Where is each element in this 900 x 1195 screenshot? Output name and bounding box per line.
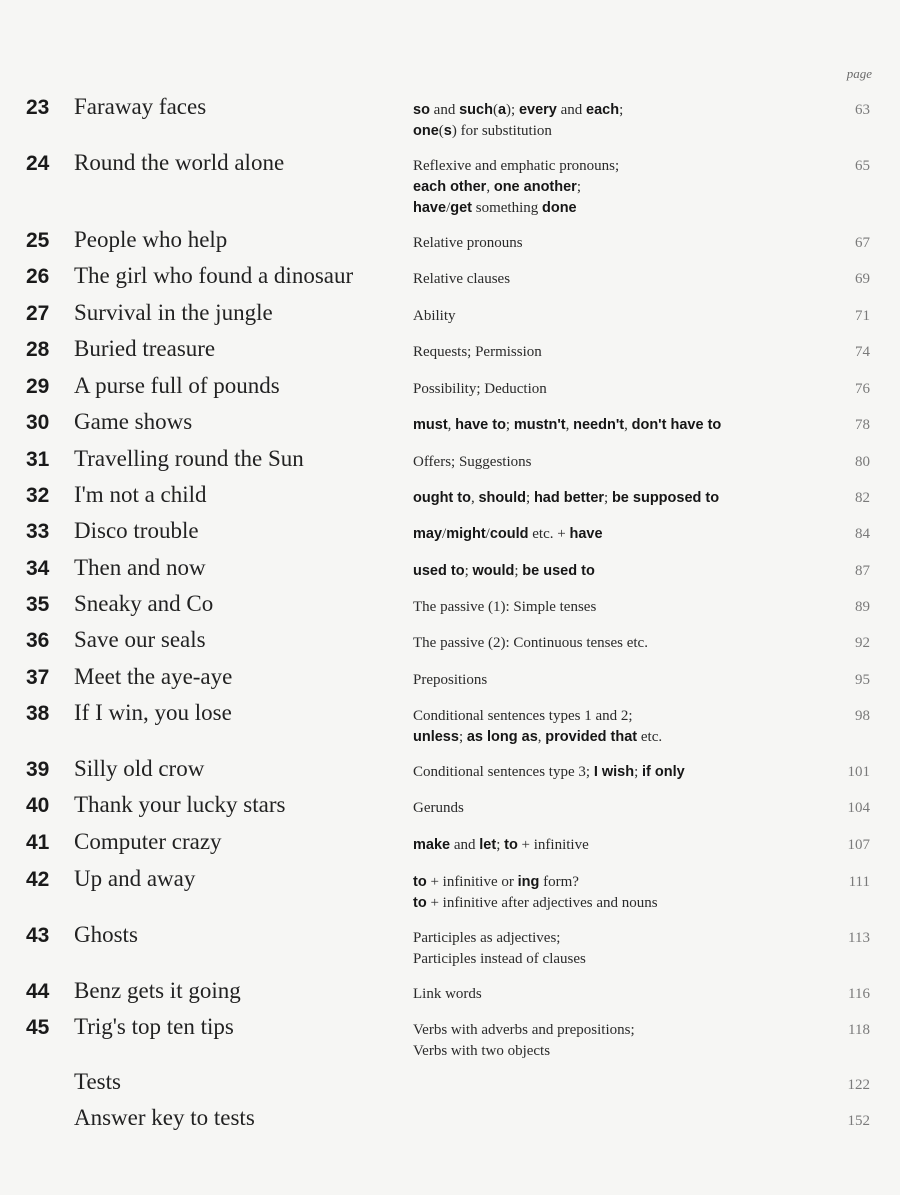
topic-line	[413, 762, 813, 783]
page-number: 74	[855, 344, 870, 360]
unit-number: 32	[26, 484, 50, 507]
unit-number: 42	[26, 868, 50, 891]
page-number: 107	[847, 837, 870, 853]
topic-text: Participles instead of clauses	[413, 951, 586, 967]
grammar-topic	[413, 452, 813, 473]
topic-line	[413, 949, 813, 970]
topic-text: ,	[470, 490, 479, 506]
grammar-topic	[413, 597, 813, 618]
page-number: 78	[855, 417, 870, 433]
topic-text: ;	[576, 179, 581, 195]
unit-number: 41	[26, 831, 50, 854]
topic-text: and	[429, 102, 460, 118]
topic-text: ;	[464, 563, 473, 579]
grammar-topic	[413, 233, 813, 254]
topic-text: ,	[624, 417, 632, 433]
unit-title: Round the world alone	[74, 150, 285, 175]
topic-text: and	[556, 102, 587, 118]
topic-text: The passive (1): Simple tenses	[413, 599, 597, 615]
unit-number: 40	[26, 794, 50, 817]
topic-text: + infinitive	[517, 837, 589, 853]
topic-text: ,	[486, 179, 494, 195]
topic-keyword: have	[569, 526, 603, 542]
unit-number: 38	[26, 702, 50, 725]
page-number: 98	[855, 708, 870, 724]
topic-text: Relative pronouns	[413, 235, 523, 251]
topic-keyword: to	[413, 874, 427, 890]
topic-keyword: would	[472, 563, 515, 579]
page-number: 63	[855, 102, 870, 118]
topic-text: Link words	[413, 986, 482, 1002]
unit-title: Computer crazy	[74, 829, 222, 854]
unit-title: Disco trouble	[74, 518, 199, 543]
unit-title: People who help	[74, 227, 228, 252]
topic-keyword: I wish	[593, 764, 635, 780]
unit-number: 43	[26, 924, 50, 947]
page-number: 116	[848, 986, 870, 1002]
page-number: 152	[847, 1113, 870, 1129]
unit-title: Up and away	[74, 866, 196, 891]
unit-title: Meet the aye-aye	[74, 664, 233, 689]
topic-line	[413, 835, 813, 856]
topic-text: Ability	[413, 308, 456, 324]
unit-title: Faraway faces	[74, 94, 207, 119]
topic-line	[413, 1020, 813, 1041]
unit-number: 27	[26, 302, 50, 325]
topic-keyword: unless	[413, 729, 459, 745]
topic-text: ,	[447, 417, 456, 433]
unit-title: Survival in the jungle	[74, 300, 273, 325]
topic-keyword: every	[518, 102, 557, 118]
grammar-topic	[413, 633, 813, 654]
grammar-topic	[413, 872, 813, 914]
grammar-topic	[413, 415, 813, 436]
topic-text: Possibility; Deduction	[413, 381, 547, 397]
topic-keyword: provided that	[545, 729, 638, 745]
topic-keyword: should	[478, 490, 527, 506]
unit-title: Then and now	[74, 555, 206, 580]
unit-title: Travelling round the Sun	[74, 446, 304, 471]
unit-number: 34	[26, 557, 50, 580]
topic-keyword: s	[443, 123, 452, 139]
topic-text: ;	[634, 764, 643, 780]
grammar-topic	[413, 670, 813, 691]
topic-keyword: let	[479, 837, 497, 853]
topic-keyword: be supposed to	[611, 490, 720, 506]
topic-line	[413, 100, 813, 121]
topic-line	[413, 798, 813, 819]
grammar-topic	[413, 984, 813, 1005]
grammar-topic	[413, 1020, 813, 1062]
unit-number: 44	[26, 980, 50, 1003]
page-column-label: page	[846, 66, 872, 81]
topic-text: ,	[537, 729, 546, 745]
topic-keyword: may	[413, 526, 443, 542]
page-number: 122	[847, 1077, 870, 1093]
topic-text: + infinitive or	[426, 874, 518, 890]
unit-title: The girl who found a dinosaur	[74, 263, 354, 288]
page-number: 84	[855, 526, 870, 542]
unit-title: Benz gets it going	[74, 978, 241, 1003]
topic-keyword: don't have to	[631, 417, 722, 433]
unit-title: Thank your lucky stars	[74, 792, 286, 817]
page-number: 118	[848, 1022, 870, 1038]
topic-text: Relative clauses	[413, 271, 511, 287]
topic-line	[413, 342, 813, 363]
unit-number: 24	[26, 152, 50, 175]
grammar-topic	[413, 762, 813, 783]
topic-line	[413, 156, 813, 177]
topic-keyword: one another	[493, 179, 577, 195]
topic-keyword: such	[459, 102, 493, 118]
page-number: 65	[855, 158, 870, 174]
topic-text: Offers; Suggestions	[413, 454, 532, 470]
grammar-topic	[413, 524, 813, 545]
topic-keyword: each	[586, 102, 620, 118]
topic-text: Conditional sentences types 1 and 2;	[413, 708, 633, 724]
page-number: 69	[855, 271, 870, 287]
unit-title: Buried treasure	[74, 336, 216, 361]
topic-line	[413, 893, 813, 914]
unit-title: A purse full of pounds	[74, 373, 280, 398]
topic-keyword: have	[413, 200, 447, 216]
unit-number: 26	[26, 265, 50, 288]
grammar-topic	[413, 269, 813, 290]
topic-text: Gerunds	[413, 800, 464, 816]
grammar-topic	[413, 306, 813, 327]
topic-text: /	[485, 526, 490, 542]
topic-text: The passive (2): Continuous tenses etc.	[413, 635, 648, 651]
topic-keyword: if only	[642, 764, 685, 780]
topic-text: ;	[604, 490, 612, 506]
page-number: 89	[855, 599, 870, 615]
topic-text: Reflexive and emphatic pronouns;	[413, 158, 620, 174]
topic-line	[413, 727, 813, 748]
unit-title: Tests	[74, 1069, 121, 1094]
unit-title: I'm not a child	[74, 482, 207, 507]
topic-keyword: ought to	[413, 490, 471, 506]
unit-title: Trig's top ten tips	[74, 1014, 234, 1039]
topic-text: etc.	[637, 729, 663, 745]
topic-line	[413, 121, 813, 142]
topic-text: + infinitive after adjectives and nouns	[426, 895, 658, 911]
topic-text: ;	[526, 490, 534, 506]
page-number: 111	[848, 874, 870, 890]
page-number: 87	[855, 563, 870, 579]
topic-line	[413, 633, 813, 654]
topic-keyword: a	[497, 102, 507, 118]
page-number: 67	[855, 235, 870, 251]
topic-line	[413, 198, 813, 219]
topic-text: );	[506, 102, 519, 118]
topic-text: etc. +	[528, 526, 570, 542]
unit-title: Ghosts	[74, 922, 138, 947]
topic-line	[413, 452, 813, 473]
page-number: 95	[855, 672, 870, 688]
topic-text: Requests; Permission	[413, 344, 542, 360]
topic-keyword: one	[413, 123, 439, 139]
topic-keyword: must	[413, 417, 448, 433]
topic-line	[413, 984, 813, 1005]
topic-keyword: so	[413, 102, 430, 118]
unit-title: Silly old crow	[74, 756, 205, 781]
topic-text: and	[450, 837, 480, 853]
unit-number: 33	[26, 520, 50, 543]
topic-line	[413, 379, 813, 400]
topic-text: (	[438, 123, 444, 139]
topic-line	[413, 706, 813, 727]
unit-number: 25	[26, 229, 50, 252]
topic-text: Verbs with two objects	[413, 1043, 551, 1059]
topic-keyword: have to	[455, 417, 506, 433]
topic-text: (	[492, 102, 498, 118]
grammar-topic	[413, 561, 813, 582]
topic-keyword: as long as	[466, 729, 538, 745]
unit-number: 28	[26, 338, 50, 361]
topic-line	[413, 233, 813, 254]
topic-text: ) for substitution	[451, 123, 552, 139]
topic-text: form?	[539, 874, 579, 890]
page-number: 92	[855, 635, 870, 651]
grammar-topic	[413, 928, 813, 970]
topic-line	[413, 872, 813, 893]
unit-title: Sneaky and Co	[74, 591, 214, 616]
topic-line	[413, 928, 813, 949]
unit-number: 39	[26, 758, 50, 781]
unit-number: 31	[26, 448, 50, 471]
topic-keyword: ing	[517, 874, 540, 890]
grammar-topic	[413, 156, 813, 219]
topic-text: Verbs with adverbs and prepositions;	[413, 1022, 635, 1038]
topic-text: Prepositions	[413, 672, 488, 688]
topic-keyword: get	[450, 200, 472, 216]
topic-keyword: had better	[533, 490, 605, 506]
topic-line	[413, 177, 813, 198]
topic-line	[413, 597, 813, 618]
topic-keyword: might	[446, 526, 486, 542]
topic-keyword: used to	[413, 563, 465, 579]
topic-text: ;	[514, 563, 523, 579]
topic-text: ;	[505, 417, 514, 433]
topic-text: Conditional sentences type 3;	[413, 764, 594, 780]
unit-title: If I win, you lose	[74, 700, 232, 725]
topic-text: ;	[458, 729, 467, 745]
topic-text: ;	[496, 837, 505, 853]
topic-line	[413, 269, 813, 290]
page-number: 76	[855, 381, 870, 397]
unit-number: 36	[26, 629, 50, 652]
unit-number: 37	[26, 666, 50, 689]
topic-line	[413, 670, 813, 691]
topic-keyword: be used to	[522, 563, 595, 579]
unit-number: 30	[26, 411, 50, 434]
unit-title: Save our seals	[74, 627, 206, 652]
page-number: 82	[855, 490, 870, 506]
topic-keyword: done	[541, 200, 577, 216]
unit-number: 29	[26, 375, 50, 398]
grammar-topic	[413, 100, 813, 142]
grammar-topic	[413, 798, 813, 819]
topic-line	[413, 561, 813, 582]
unit-title: Game shows	[74, 409, 193, 434]
grammar-topic	[413, 379, 813, 400]
grammar-topic	[413, 488, 813, 509]
unit-title: Answer key to tests	[74, 1105, 255, 1130]
unit-number: 45	[26, 1016, 50, 1039]
page-number: 80	[855, 454, 870, 470]
page-number: 104	[847, 800, 870, 816]
topic-line	[413, 1041, 813, 1062]
topic-line	[413, 488, 813, 509]
topic-keyword: make	[413, 837, 451, 853]
topic-text: /	[446, 200, 451, 216]
grammar-topic	[413, 342, 813, 363]
topic-line	[413, 306, 813, 327]
topic-line	[413, 524, 813, 545]
page-number: 101	[847, 764, 870, 780]
unit-number: 23	[26, 96, 50, 119]
topic-keyword: mustn't	[513, 417, 566, 433]
page-number: 113	[848, 930, 870, 946]
topic-keyword: needn't	[573, 417, 625, 433]
topic-text: ;	[619, 102, 624, 118]
topic-text: /	[442, 526, 447, 542]
grammar-topic	[413, 706, 813, 748]
grammar-topic	[413, 835, 813, 856]
unit-number: 35	[26, 593, 50, 616]
topic-text: something	[471, 200, 542, 216]
topic-text: ,	[565, 417, 574, 433]
topic-keyword: could	[489, 526, 529, 542]
page-number: 71	[855, 308, 870, 324]
topic-keyword: to	[504, 837, 518, 853]
topic-keyword: each other	[413, 179, 487, 195]
topic-text: Participles as adjectives;	[413, 930, 561, 946]
topic-line	[413, 415, 813, 436]
topic-keyword: to	[413, 895, 427, 911]
